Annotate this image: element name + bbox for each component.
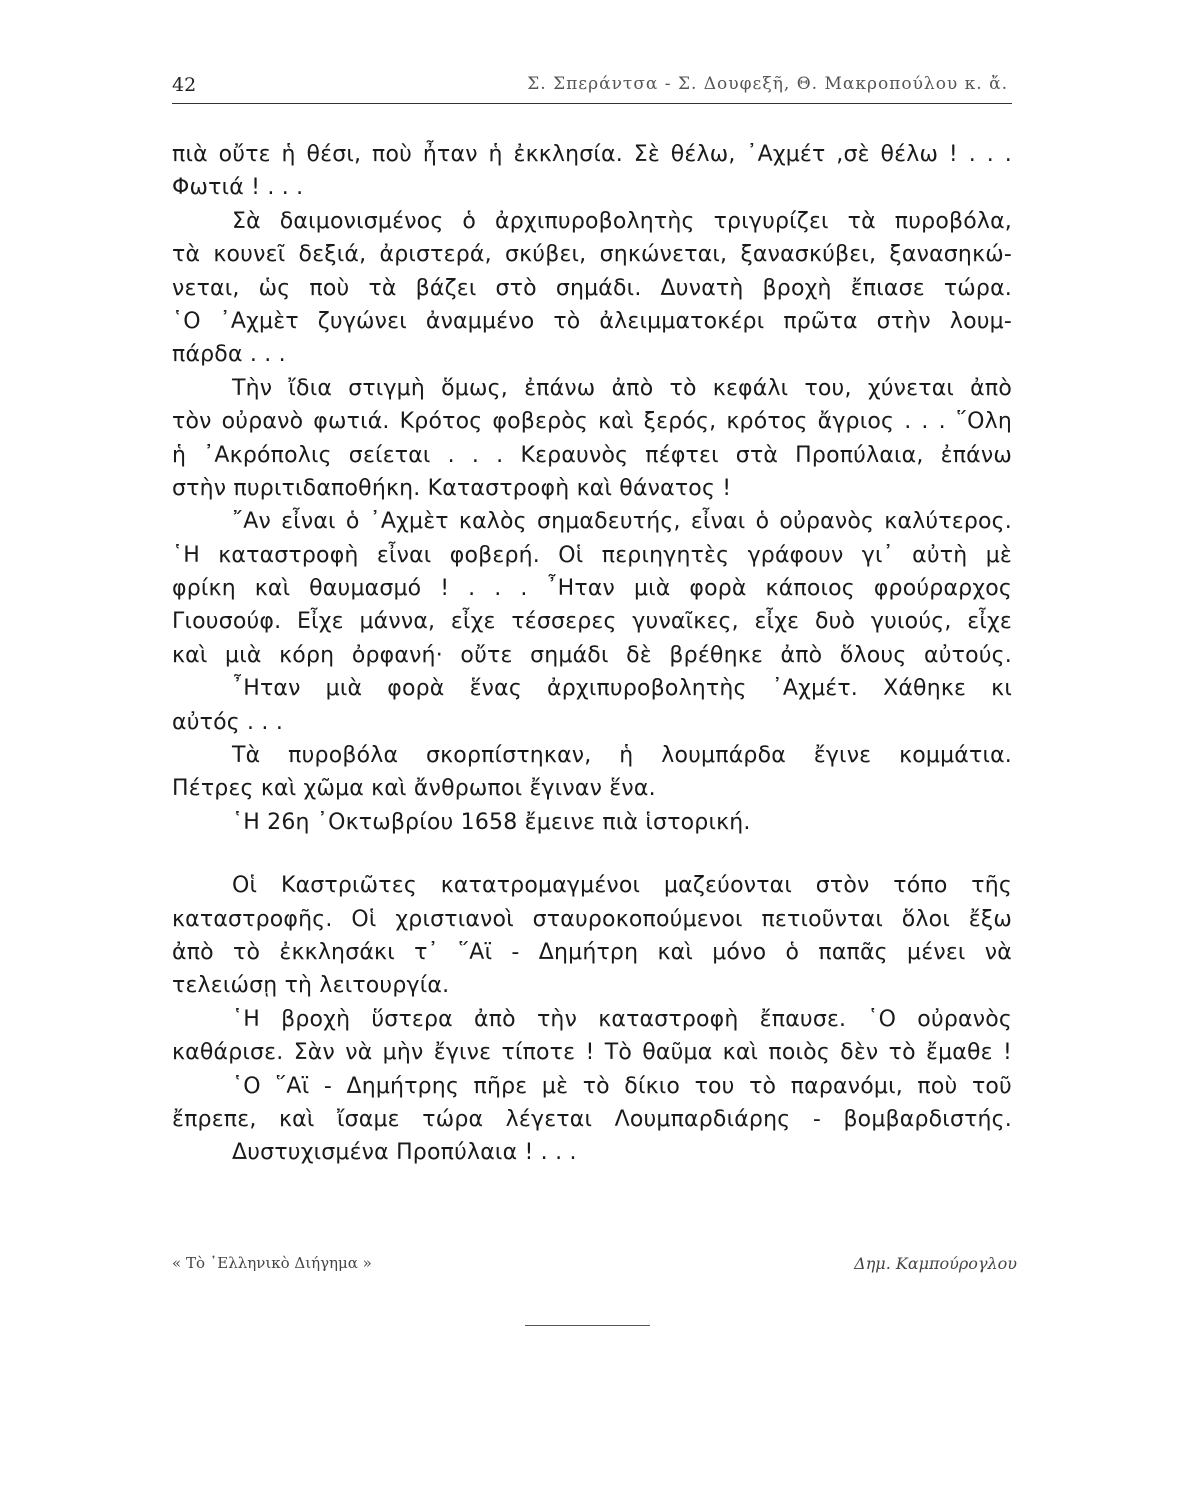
text-line: ῾Ο ᾿Αχμὲτ ζυγώνει ἀναμμένο τὸ ἀλειμματοκέρι πρῶτα στὴν λουμ-	[172, 308, 1012, 334]
end-rule	[525, 1325, 650, 1326]
text-line: ῏Ηταν μιὰ φορὰ ἕνας ἀρχιπυροβολητὴς ᾿Αχμέτ. Χάθηκε κι	[232, 676, 1012, 702]
text-line: ῾Ο ῞Αϊ - Δημήτρης πῆρε μὲ τὸ δίκιο του τὸ παρανόμι, ποὺ τοῦ	[232, 1073, 1012, 1099]
text-line: νεται, ὡς ποὺ τὰ βάζει στὸ σημάδι. Δυνατὴ βροχὴ ἔπιασε τώρα.	[172, 275, 1012, 301]
text-line: ῾Η 26η ᾿Οκτωβρίου 1658 ἔμεινε πιὰ ἱστορική.	[232, 809, 751, 835]
text-line: Οἱ Καστριῶτες κατατρομαγμένοι μαζεύονται στὸν τόπο τῆς	[232, 873, 1012, 899]
text-line: Φωτιά ! . . .	[172, 175, 304, 201]
text-line: τὰ κουνεῖ δεξιά, ἀριστερά, σκύβει, σηκώνεται, ξανασκύβει, ξανασηκώ-	[172, 242, 1012, 268]
text-line: Σὰ δαιμονισμένος ὁ ἀρχιπυροβολητὴς τριγυρίζει τὰ πυροβόλα,	[232, 208, 1012, 234]
section-gap	[172, 839, 1012, 869]
text-line: τὸν οὐρανὸ φωτιά. Κρότος φοβερὸς καὶ ξερός, κρότος ἄγριος . . . ῞Ολη	[172, 409, 1012, 435]
text-line: Τὰ πυροβόλα σκορπίστηκαν, ἡ λουμπάρδα ἔγινε κομμάτια.	[232, 743, 1012, 769]
text-line: καταστροφῆς. Οἱ χριστιανοὶ σταυροκοπούμενοι πετιοῦνται ὅλοι ἔξω	[172, 906, 1012, 932]
text-line: πάρδα . . .	[172, 342, 286, 368]
text-line: τελειώσῃ τὴ λειτουργία.	[172, 973, 450, 999]
text-line: ῾Η βροχὴ ὕστερα ἀπὸ τὴν καταστροφὴ ἔπαυσε. ῾Ο οὐρανὸς	[232, 1006, 1012, 1032]
text-line: Πέτρες καὶ χῶμα καὶ ἄνθρωποι ἔγιναν ἕνα.	[172, 776, 656, 802]
text-line: ῎Αν εἶναι ὁ ᾿Αχμὲτ καλὸς σημαδευτής, εἶναι ὁ οὐρανὸς καλύτερος.	[232, 509, 1012, 535]
body-text	[172, 138, 1012, 1170]
text-line: ἡ ᾿Ακρόπολις σείεται . . . Κεραυνὸς πέφτει στὰ Προπύλαια, ἐπάνω	[172, 442, 1012, 468]
source-citation: « Τὸ ῾Ελληνικὸ Διήγημα »	[172, 1254, 372, 1272]
text-line: πιὰ οὔτε ἡ θέσι, ποὺ ἦταν ἡ ἐκκλησία. Σὲ θέλω, ᾿Αχμέτ ,σὲ θέλω ! . . .	[172, 142, 1012, 167]
text-line: ἔπρεπε, καὶ ἴσαμε τώρα λέγεται Λουμπαρδιάρης - βομβαρδιστής.	[172, 1106, 1012, 1132]
text-line: Γιουσούφ. Εἶχε μάννα, εἶχε τέσσερες γυναῖκες, εἶχε δυὸ γυιούς, εἶχε	[172, 609, 1012, 635]
author-name: Δημ. Καμπούρογλου	[854, 1254, 1017, 1273]
text-line: ἀπὸ τὸ ἐκκλησάκι τ᾿ ῞Αϊ - Δημήτρη καὶ μόνο ὁ παπᾶς μένει νὰ	[172, 939, 1012, 965]
text-line: Τὴν ἴδια στιγμὴ ὅμως, ἐπάνω ἀπὸ τὸ κεφάλι του, χύνεται ἀπὸ	[232, 375, 1012, 401]
page-header	[172, 70, 1012, 100]
page-number: 42	[172, 74, 197, 96]
header-rule	[172, 103, 1012, 104]
page-footer	[172, 1254, 1017, 1284]
text-line: Δυστυχισμένα Προπύλαια ! . . .	[232, 1140, 577, 1166]
text-line: στὴν πυριτιδαποθήκη. Καταστροφὴ καὶ θάνατος !	[172, 475, 732, 501]
running-head: Σ. Σπεράντσα - Σ. Δουφεξῆ, Θ. Μακροπούλου κ. ἄ.	[527, 74, 1008, 94]
text-line: αὐτός . . .	[172, 709, 284, 735]
text-line: φρίκη καὶ θαυμασμό ! . . . ῏Ηταν μιὰ φορὰ κάποιος φρούραρχος	[172, 576, 1012, 602]
text-line: καθάρισε. Σὰν νὰ μὴν ἔγινε τίποτε ! Τὸ θαῦμα καὶ ποιὸς δὲν τὸ ἔμαθε !	[172, 1040, 1012, 1066]
text-line: καὶ μιὰ κόρη ὀρφανή· οὔτε σημάδι δὲ βρέθηκε ἀπὸ ὅλους αὐτούς.	[172, 642, 1012, 668]
text-line: ῾Η καταστροφὴ εἶναι φοβερή. Οἱ περιηγητὲς γράφουν γι᾿ αὐτὴ μὲ	[172, 542, 1012, 568]
